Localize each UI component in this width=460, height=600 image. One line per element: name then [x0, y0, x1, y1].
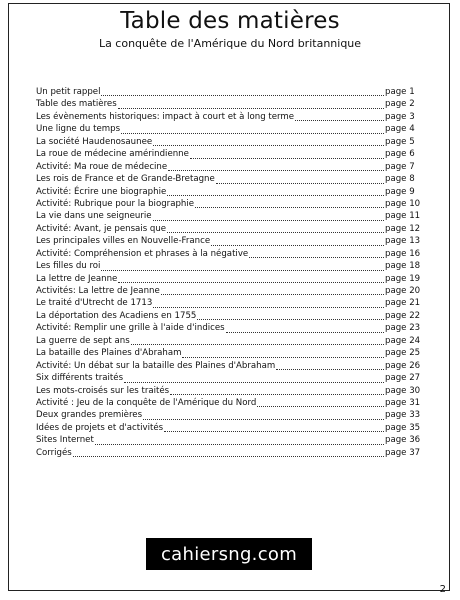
toc-entry [36, 173, 421, 185]
page-title: Table des matières [120, 8, 340, 34]
toc-entry-label: Une ligne du temps [36, 124, 121, 135]
toc-entry-page: page 27 [385, 373, 421, 384]
toc-leader-dots [73, 456, 384, 457]
toc-entry-page: page 9 [385, 186, 415, 197]
toc-entry [36, 148, 421, 160]
toc-leader-dots [121, 133, 384, 134]
toc-entry-page: page 37 [385, 447, 421, 458]
toc-entry [36, 360, 421, 372]
toc-leader-dots [168, 170, 384, 171]
toc-entry-label: La vie dans une seigneurie [36, 211, 152, 222]
toc-leader-dots [190, 158, 384, 159]
toc-entry [36, 422, 421, 434]
toc-leader-dots [101, 95, 384, 96]
toc-leader-dots [167, 195, 384, 196]
toc-entry-label: Activité : Jeu de la conquête de l'Amérique du Nord [36, 397, 257, 408]
toc-entry-label: Corrigés [36, 447, 72, 458]
toc-entry-label: La société Haudenosaunee [36, 136, 153, 147]
toc-entry [36, 409, 421, 421]
toc-entry-label: Six différents traités [36, 373, 124, 384]
toc-entry-label: La roue de médecine amérindienne [36, 149, 189, 160]
toc-entry [36, 198, 421, 210]
toc-entry [36, 273, 421, 285]
toc-leader-dots [118, 282, 384, 283]
toc-entry-label: Les évènements historiques: impact à court et à long terme [36, 111, 295, 122]
toc-entry-page: page 23 [385, 323, 421, 334]
toc-leader-dots [276, 369, 384, 370]
toc-entry [36, 285, 421, 297]
toc-entry [36, 235, 421, 247]
toc-entry [36, 223, 421, 235]
toc-entry-page: page 19 [385, 273, 421, 284]
toc-leader-dots [195, 207, 384, 208]
toc-entry [36, 248, 421, 260]
toc-leader-dots [182, 357, 384, 358]
toc-entry-label: Le traité d'Utrecht de 1713 [36, 298, 153, 309]
toc-leader-dots [161, 294, 384, 295]
toc-entry-page: page 22 [385, 310, 421, 321]
toc-entry-label: Activité: Avant, je pensais que [36, 223, 167, 234]
toc-entry-page: page 36 [385, 435, 421, 446]
page-subtitle: La conquête de l'Amérique du Nord britannique [98, 37, 362, 50]
toc-leader-dots [170, 394, 384, 395]
toc-entry [36, 186, 421, 198]
toc-leader-dots [153, 307, 384, 308]
toc-leader-dots [257, 406, 384, 407]
toc-entry-label: Idées de projets et d'activités [36, 422, 164, 433]
toc-leader-dots [131, 344, 384, 345]
toc-leader-dots [226, 332, 384, 333]
toc-entry [36, 123, 421, 135]
toc-entry [36, 397, 421, 409]
toc-entry-label: Les filles du roi [36, 261, 101, 272]
toc-entry-page: page 21 [385, 298, 421, 309]
toc-entry [36, 310, 421, 322]
toc-entry-label: La bataille des Plaines d'Abraham [36, 348, 182, 359]
toc-entry-page: page 35 [385, 422, 421, 433]
toc-entry-label: Les mots-croisés sur les traités [36, 385, 170, 396]
toc-entry-page: page 12 [385, 223, 421, 234]
toc-entry-label: Activité: Ma roue de médecine [36, 161, 168, 172]
toc-entry [36, 86, 421, 98]
toc-entry [36, 210, 421, 222]
toc-leader-dots [197, 319, 384, 320]
toc-entry-label: Activité: Écrire une biographie [36, 186, 167, 197]
toc-leader-dots [153, 145, 384, 146]
toc-leader-dots [211, 245, 384, 246]
toc-leader-dots [118, 108, 384, 109]
toc-leader-dots [164, 431, 384, 432]
toc-leader-dots [124, 382, 384, 383]
toc-entry-page: page 16 [385, 248, 421, 259]
toc-entry-label: Table des matières [36, 99, 117, 110]
toc-entry-label: Les principales villes en Nouvelle-France [36, 236, 211, 247]
toc-entry-page: page 1 [385, 87, 415, 97]
toc-leader-dots [167, 232, 384, 233]
toc-entry-page: page 8 [385, 174, 415, 185]
toc-entry [36, 322, 421, 334]
toc-entry-label: La guerre de sept ans [36, 335, 130, 346]
toc-leader-dots [295, 120, 384, 121]
toc-entry-page: page 7 [385, 161, 415, 172]
toc-entry-page: page 33 [385, 410, 421, 421]
toc-entry-label: Activité: Compréhension et phrases à la négative [36, 248, 249, 259]
toc-entry-label: Activités: La lettre de Jeanne [36, 286, 160, 296]
brand-logo: cahiersng.com [146, 538, 312, 570]
toc-entry [36, 385, 421, 397]
toc-entry [36, 447, 421, 459]
toc-entry [36, 260, 421, 272]
toc-entry-label: Activité: Remplir une grille à l'aide d'indices [36, 323, 225, 334]
toc-entry [36, 111, 421, 123]
toc-entry [36, 372, 421, 384]
toc-entry [36, 297, 421, 309]
toc-entry-page: page 6 [385, 149, 415, 160]
toc-entry-page: page 25 [385, 348, 421, 359]
toc-entry-label: Deux grandes premières [36, 410, 143, 421]
toc-entry-label: Sites Internet [36, 435, 94, 446]
toc-entry-label: Activité: Un débat sur la bataille des Plaines d'Abraham [36, 360, 276, 371]
toc-entry-label: La lettre de Jeanne [36, 273, 118, 284]
toc-entry-label: Les rois de France et de Grande-Bretagne [36, 174, 215, 185]
toc-entry-page: page 11 [385, 211, 421, 222]
toc-leader-dots [95, 444, 384, 445]
toc-entry-page: page 26 [385, 360, 421, 371]
toc-entry-label: Activité: Rubrique pour la biographie [36, 198, 195, 209]
toc-entry-label: La déportation des Acadiens en 1755 [36, 310, 197, 321]
toc-entry [36, 98, 421, 110]
toc-entry-page: page 4 [385, 124, 415, 135]
toc-leader-dots [143, 419, 384, 420]
toc-leader-dots [216, 183, 384, 184]
toc-entry [36, 161, 421, 173]
toc-leader-dots [153, 220, 384, 221]
toc-entry [36, 347, 421, 359]
toc-entry-page: page 18 [385, 261, 421, 272]
toc-entry-page: page 31 [385, 397, 421, 408]
toc-leader-dots [101, 270, 384, 271]
toc-entry-page: page 2 [385, 99, 415, 110]
toc-leader-dots [249, 257, 384, 258]
toc-entry [36, 434, 421, 446]
toc-entry-page: page 20 [385, 286, 421, 296]
toc-entry-page: page 10 [385, 198, 421, 209]
toc-entry-page: page 13 [385, 236, 421, 247]
toc-entry [36, 136, 421, 148]
table-of-contents [36, 86, 421, 459]
toc-entry [36, 335, 421, 347]
toc-entry-page: page 5 [385, 136, 415, 147]
toc-entry-label: Un petit rappel [36, 87, 101, 97]
page-number: 2 [439, 584, 446, 595]
toc-entry-page: page 3 [385, 111, 415, 122]
toc-entry-page: page 24 [385, 335, 421, 346]
toc-entry-page: page 30 [385, 385, 421, 396]
